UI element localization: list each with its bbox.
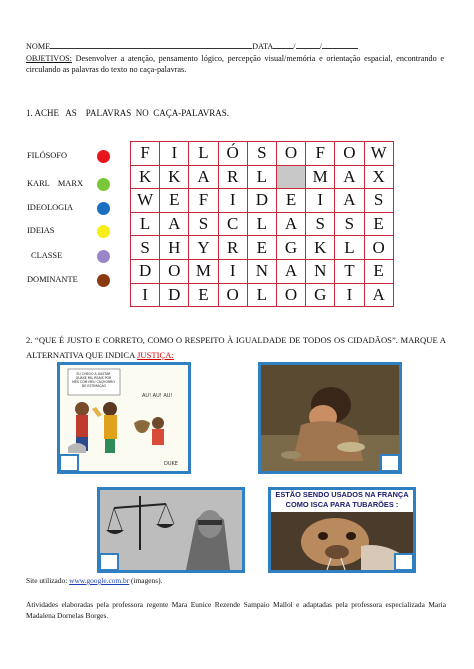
grid-cell[interactable]: G <box>276 236 305 260</box>
grid-cell[interactable]: E <box>364 259 393 283</box>
cartoon-bubble: AU! AU! AU! <box>142 393 173 399</box>
grid-cell[interactable]: D <box>131 259 160 283</box>
grid-cell[interactable]: O <box>364 236 393 260</box>
grid-cell[interactable]: Y <box>189 236 218 260</box>
color-dot <box>97 225 110 238</box>
date-month-field[interactable] <box>296 48 320 49</box>
grid-cell[interactable]: D <box>247 189 276 213</box>
legend-item <box>27 225 117 239</box>
name-label: NOME <box>26 42 51 51</box>
legend-label: IDEOLOGIA <box>27 203 74 212</box>
grid-cell[interactable]: M <box>306 165 335 189</box>
legend-item <box>27 150 117 164</box>
legend-label: CLASSE <box>31 251 63 260</box>
cartoon-illustration <box>60 365 188 471</box>
objectives <box>26 53 444 75</box>
cartoon-picture <box>57 362 191 474</box>
date-sep-2: / <box>319 42 322 51</box>
site-suffix: (imagens). <box>129 576 163 585</box>
grid-cell[interactable]: R <box>218 236 247 260</box>
grid-cell[interactable]: L <box>247 165 276 189</box>
grid-cell[interactable]: T <box>335 259 364 283</box>
question2-highlight: JUSTIÇA: <box>137 350 174 360</box>
grid-cell[interactable]: A <box>189 165 218 189</box>
grid-cell[interactable]: A <box>335 189 364 213</box>
word-search-grid <box>130 141 394 307</box>
color-dot <box>97 274 110 287</box>
grid-cell[interactable]: C <box>218 212 247 236</box>
grid-cell[interactable]: W <box>364 142 393 166</box>
shark-caption-line1: ESTÃO SENDO USADOS NA FRANÇA <box>275 490 409 499</box>
shark-caption-line2: COMO ISCA PARA TUBARÕES : <box>285 500 399 509</box>
grid-cell[interactable]: I <box>306 189 335 213</box>
grid-cell[interactable]: O <box>276 142 305 166</box>
question2-prompt: 2. “QUE É JUSTO E CORRETO, COMO O RESPEITO À IGUALDADE DE TODOS OS CIDADÃOS”. MARQUE A ALTERNATIVA QUE INDICA <box>26 335 446 360</box>
grid-cell[interactable]: L <box>189 142 218 166</box>
date-label: DATA <box>252 42 274 51</box>
legend-label: KARL MARX <box>27 179 83 188</box>
legend-label: DOMINANTE <box>27 275 78 284</box>
site-link[interactable]: www.google.com.br <box>69 576 130 585</box>
color-dot <box>97 202 110 215</box>
color-dot <box>97 150 110 163</box>
justice-picture <box>97 487 245 573</box>
grid-cell[interactable] <box>276 165 305 189</box>
grid-cell[interactable]: L <box>335 236 364 260</box>
grid-cell[interactable]: D <box>160 283 189 307</box>
name-field[interactable] <box>50 48 252 49</box>
justice-photo <box>100 490 242 570</box>
grid-cell[interactable]: F <box>189 189 218 213</box>
grid-cell[interactable]: K <box>306 236 335 260</box>
answer-checkbox[interactable] <box>99 553 119 571</box>
grid-cell[interactable]: E <box>276 189 305 213</box>
grid-cell[interactable]: L <box>247 212 276 236</box>
grid-cell[interactable]: A <box>276 212 305 236</box>
legend-item <box>27 178 117 192</box>
grid-cell[interactable]: Ó <box>218 142 247 166</box>
grid-cell[interactable]: R <box>218 165 247 189</box>
credits: Atividades elaboradas pela professora regente Mara Eunice Rezende Sampaio Mallol e adaptadas pela professora especializada Maria Madalena Dornelas Borges. <box>26 600 446 620</box>
answer-checkbox[interactable] <box>394 553 414 571</box>
grid-cell[interactable]: A <box>276 259 305 283</box>
grid-cell[interactable]: S <box>306 212 335 236</box>
grid-row <box>131 283 394 307</box>
grid-cell[interactable]: H <box>160 236 189 260</box>
grid-cell[interactable]: S <box>364 189 393 213</box>
grid-cell[interactable]: A <box>335 165 364 189</box>
child-photo <box>261 365 399 471</box>
color-dot <box>97 250 110 263</box>
site-label: Site utilizado: <box>26 576 70 585</box>
legend-label: IDEIAS <box>27 226 55 235</box>
grid-cell[interactable]: W <box>131 189 160 213</box>
grid-row <box>131 259 394 283</box>
shark-caption <box>271 490 413 512</box>
answer-checkbox[interactable] <box>59 454 79 472</box>
grid-cell[interactable]: M <box>189 259 218 283</box>
grid-row <box>131 212 394 236</box>
dog-picture <box>268 487 416 573</box>
grid-cell[interactable]: O <box>335 142 364 166</box>
grid-cell[interactable]: I <box>131 283 160 307</box>
grid-cell[interactable]: A <box>364 283 393 307</box>
grid-cell[interactable]: F <box>131 142 160 166</box>
grid-cell[interactable]: S <box>335 212 364 236</box>
grid-cell[interactable]: I <box>218 259 247 283</box>
grid-cell[interactable]: I <box>335 283 364 307</box>
grid-row <box>131 189 394 213</box>
legend-item <box>27 202 117 216</box>
grid-cell[interactable]: S <box>131 236 160 260</box>
grid-cell[interactable]: L <box>131 212 160 236</box>
grid-cell[interactable]: X <box>364 165 393 189</box>
objectives-label: OBJETIVOS: <box>26 54 72 63</box>
grid-cell[interactable]: E <box>247 236 276 260</box>
date-day-field[interactable] <box>273 48 293 49</box>
grid-cell[interactable]: L <box>247 283 276 307</box>
grid-cell[interactable]: K <box>131 165 160 189</box>
grid-cell[interactable]: A <box>160 212 189 236</box>
grid-cell[interactable]: I <box>160 142 189 166</box>
grid-cell[interactable]: S <box>189 212 218 236</box>
child-picture <box>258 362 402 474</box>
grid-cell[interactable]: F <box>306 142 335 166</box>
grid-cell[interactable]: N <box>306 259 335 283</box>
cartoon-caption: EU CHEGO A GASTAR QUASE MIL REAIS POR MÊS COM MEU CACHORRO DE ESTIMAÇÃO <box>72 372 115 388</box>
question2-text <box>26 333 446 363</box>
grid-cell[interactable]: E <box>189 283 218 307</box>
grid-cell[interactable]: N <box>247 259 276 283</box>
question1-title: 1. ACHE AS PALAVRAS NO CAÇA-PALAVRAS. <box>26 108 230 118</box>
color-dot <box>97 178 110 191</box>
grid-cell[interactable]: O <box>276 283 305 307</box>
header-line <box>26 41 446 52</box>
legend-label: FILÓSOFO <box>27 151 68 160</box>
answer-checkbox[interactable] <box>380 454 400 472</box>
legend-item <box>27 250 117 264</box>
site-reference <box>26 576 162 585</box>
grid-cell[interactable]: O <box>218 283 247 307</box>
grid-cell[interactable]: K <box>160 165 189 189</box>
grid-cell[interactable]: E <box>364 212 393 236</box>
cartoon-signature: DUKE <box>164 461 178 467</box>
grid-row <box>131 165 394 189</box>
grid-cell[interactable]: I <box>218 189 247 213</box>
grid-row <box>131 236 394 260</box>
grid-cell[interactable]: S <box>247 142 276 166</box>
grid-cell[interactable]: E <box>160 189 189 213</box>
date-year-field[interactable] <box>322 48 358 49</box>
grid-row <box>131 142 394 166</box>
objectives-text: Desenvolver a atenção, pensamento lógico, percepção visual/memória e orientação espacial, encontrando e circulando as palavras do texto no caça-palavras. <box>26 54 444 74</box>
grid-cell[interactable]: G <box>306 283 335 307</box>
legend-item <box>27 274 117 288</box>
dog-photo <box>271 512 413 570</box>
date-sep-1: / <box>293 42 296 51</box>
grid-cell[interactable]: O <box>160 259 189 283</box>
